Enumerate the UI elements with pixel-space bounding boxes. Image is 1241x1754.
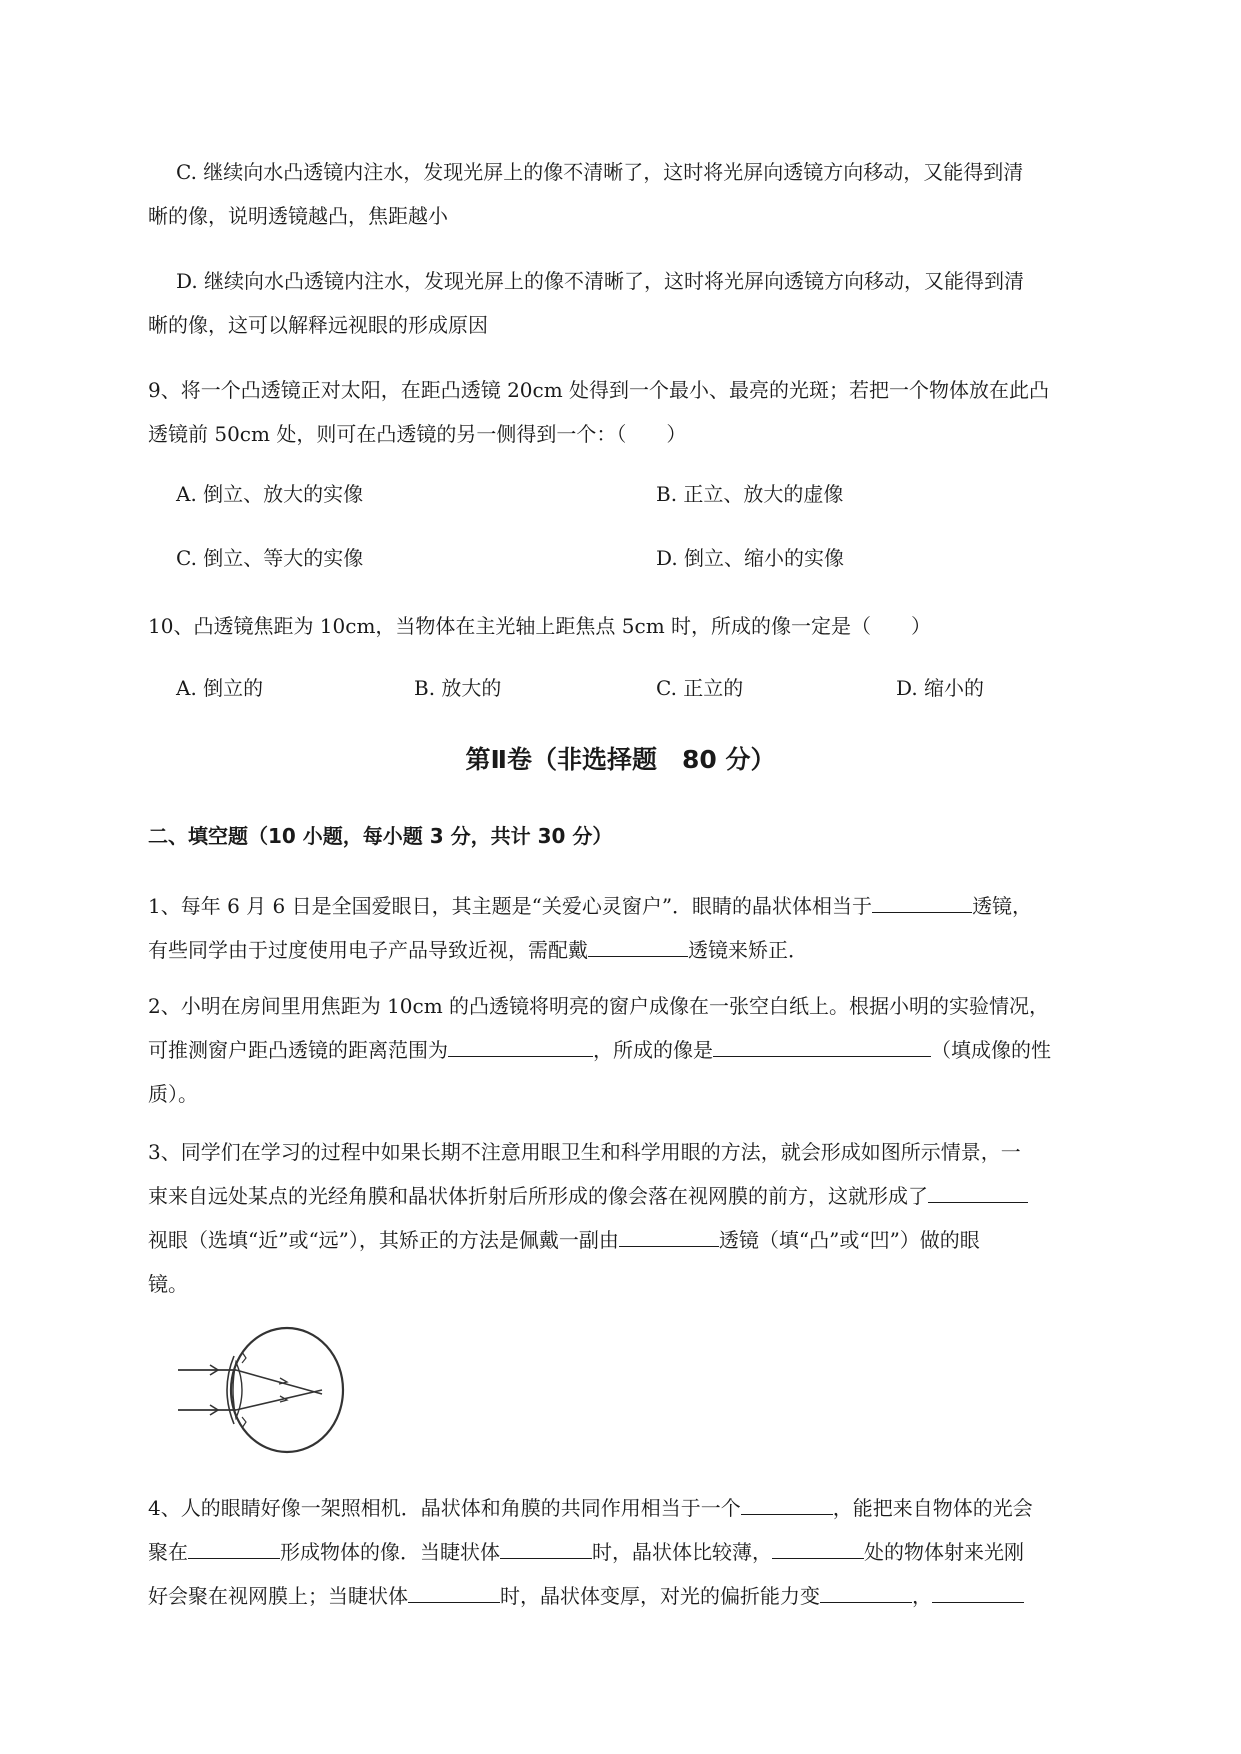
fill-q2-text-line3: 质）。	[148, 1082, 198, 1106]
q8-option-c-line2: 晰的像，说明透镜越凸，焦距越小	[148, 204, 448, 228]
fill-q2-text-c: （填成像的性	[931, 1038, 1051, 1062]
fill-q4	[148, 1486, 1148, 1618]
fill-q4-text-i: ，	[912, 1584, 932, 1608]
q9-option-b: B. 正立、放大的虚像	[656, 482, 844, 506]
fill-q4-text-h: 时，晶状体变厚，对光的偏折能力变	[500, 1584, 820, 1608]
answer-blank[interactable]	[932, 1578, 1024, 1603]
fill-q4-text-d: 形成物体的像．当睫状体	[280, 1540, 500, 1564]
fill-q4-text-a: 4、人的眼睛好像一架照相机．晶状体和角膜的共同作用相当于一个	[148, 1496, 741, 1520]
answer-blank[interactable]	[713, 1032, 931, 1057]
fill-q1-text-c: 有些同学由于过度使用电子产品导致近视，需配戴	[148, 938, 588, 962]
answer-blank[interactable]	[619, 1222, 719, 1247]
q8-option-c-line1: C. 继续向水凸透镜内注水，发现光屏上的像不清晰了，这时将光屏向透镜方向移动，又能得到清	[176, 160, 1024, 184]
q8-option-c	[148, 150, 1148, 194]
q10-option-b: B. 放大的	[414, 676, 502, 700]
q9-option-c: C. 倒立、等大的实像	[176, 546, 364, 570]
answer-blank[interactable]	[188, 1534, 280, 1559]
fill-q1-text-b: 透镜，	[972, 894, 1033, 918]
fill-q4-text-b: ，能把来自物体的光会	[832, 1496, 1033, 1520]
q10-stem	[148, 604, 1148, 648]
q10-option-c: C. 正立的	[656, 676, 744, 700]
fill-q2-text-line1: 2、小明在房间里用焦距为 10cm 的凸透镜将明亮的窗户成像在一张空白纸上。根据小明的实验情况，	[148, 994, 1050, 1018]
fill-q4-text-g: 好会聚在视网膜上；当睫状体	[148, 1584, 408, 1608]
answer-blank[interactable]	[872, 888, 972, 913]
fill-q3-text-b: 视眼（选填“近”或“远”），其矫正的方法是佩戴一副由	[148, 1228, 619, 1252]
q8-option-d	[148, 259, 1148, 303]
answer-blank[interactable]	[500, 1534, 592, 1559]
q8-option-d-line2: 晰的像，这可以解释远视眼的形成原因	[148, 313, 488, 337]
fill-q2-text-a: 可推测窗户距凸透镜的距离范围为	[148, 1038, 448, 1062]
q9-option-d: D. 倒立、缩小的实像	[656, 546, 845, 570]
fill-q3-text-line1: 3、同学们在学习的过程中如果长期不注意用眼卫生和科学用眼的方法，就会形成如图所示情景，一	[148, 1140, 1021, 1164]
q9-stem-cont	[148, 412, 1148, 456]
q10-option-a: A. 倒立的	[176, 676, 264, 700]
answer-blank[interactable]	[928, 1178, 1028, 1203]
q9-stem-line2: 透镜前 50cm 处，则可在凸透镜的另一侧得到一个：（ ）	[148, 422, 687, 446]
q9-stem-line1: 9、将一个凸透镜正对太阳，在距凸透镜 20cm 处得到一个最小、最亮的光斑；若把一个物体放在此凸	[148, 378, 1050, 402]
fill-q4-text-c: 聚在	[148, 1540, 188, 1564]
fill-q4-text-f: 处的物体射来光刚	[864, 1540, 1024, 1564]
fill-q3-text-c: 透镜（填“凸”或“凹”）做的眼	[718, 1228, 980, 1252]
q9-stem	[148, 368, 1148, 412]
fill-q4-text-e: 时，晶状体比较薄，	[592, 1540, 772, 1564]
section-title: 第Ⅱ卷（非选择题 80 分）	[465, 745, 776, 774]
fill-q2	[148, 984, 1148, 1116]
q8-option-d-cont	[148, 303, 1148, 347]
answer-blank[interactable]	[820, 1578, 912, 1603]
fill-q2-text-b: ，所成的像是	[593, 1038, 713, 1062]
answer-blank[interactable]	[772, 1534, 864, 1559]
answer-blank[interactable]	[588, 932, 688, 957]
fill-q1-text-a: 1、每年 6 月 6 日是全国爱眼日，其主题是“关爱心灵窗户”．眼睛的晶状体相当于	[148, 894, 873, 918]
q8-option-c-cont	[148, 194, 1148, 238]
fill-q1	[148, 884, 1148, 972]
q10-stem-text: 10、凸透镜焦距为 10cm，当物体在主光轴上距焦点 5cm 时，所成的像一定是（ ）	[148, 614, 932, 638]
q9-option-a: A. 倒立、放大的实像	[176, 482, 364, 506]
fill-q3	[148, 1130, 1148, 1306]
myopia-eye-diagram	[172, 1318, 354, 1463]
fill-blank-heading: 二、填空题（10 小题，每小题 3 分，共计 30 分）	[148, 824, 613, 848]
q8-option-d-line1: D. 继续向水凸透镜内注水，发现光屏上的像不清晰了，这时将光屏向透镜方向移动，又能得到清	[176, 269, 1025, 293]
q10-option-d: D. 缩小的	[896, 676, 985, 700]
answer-blank[interactable]	[408, 1578, 500, 1603]
fill-q1-text-d: 透镜来矫正．	[688, 938, 808, 962]
fill-q3-text-a: 束来自远处某点的光经角膜和晶状体折射后所形成的像会落在视网膜的前方，这就形成了	[148, 1184, 928, 1208]
answer-blank[interactable]	[741, 1490, 833, 1515]
answer-blank[interactable]	[448, 1032, 593, 1057]
fill-q3-text-line4: 镜。	[148, 1272, 188, 1296]
